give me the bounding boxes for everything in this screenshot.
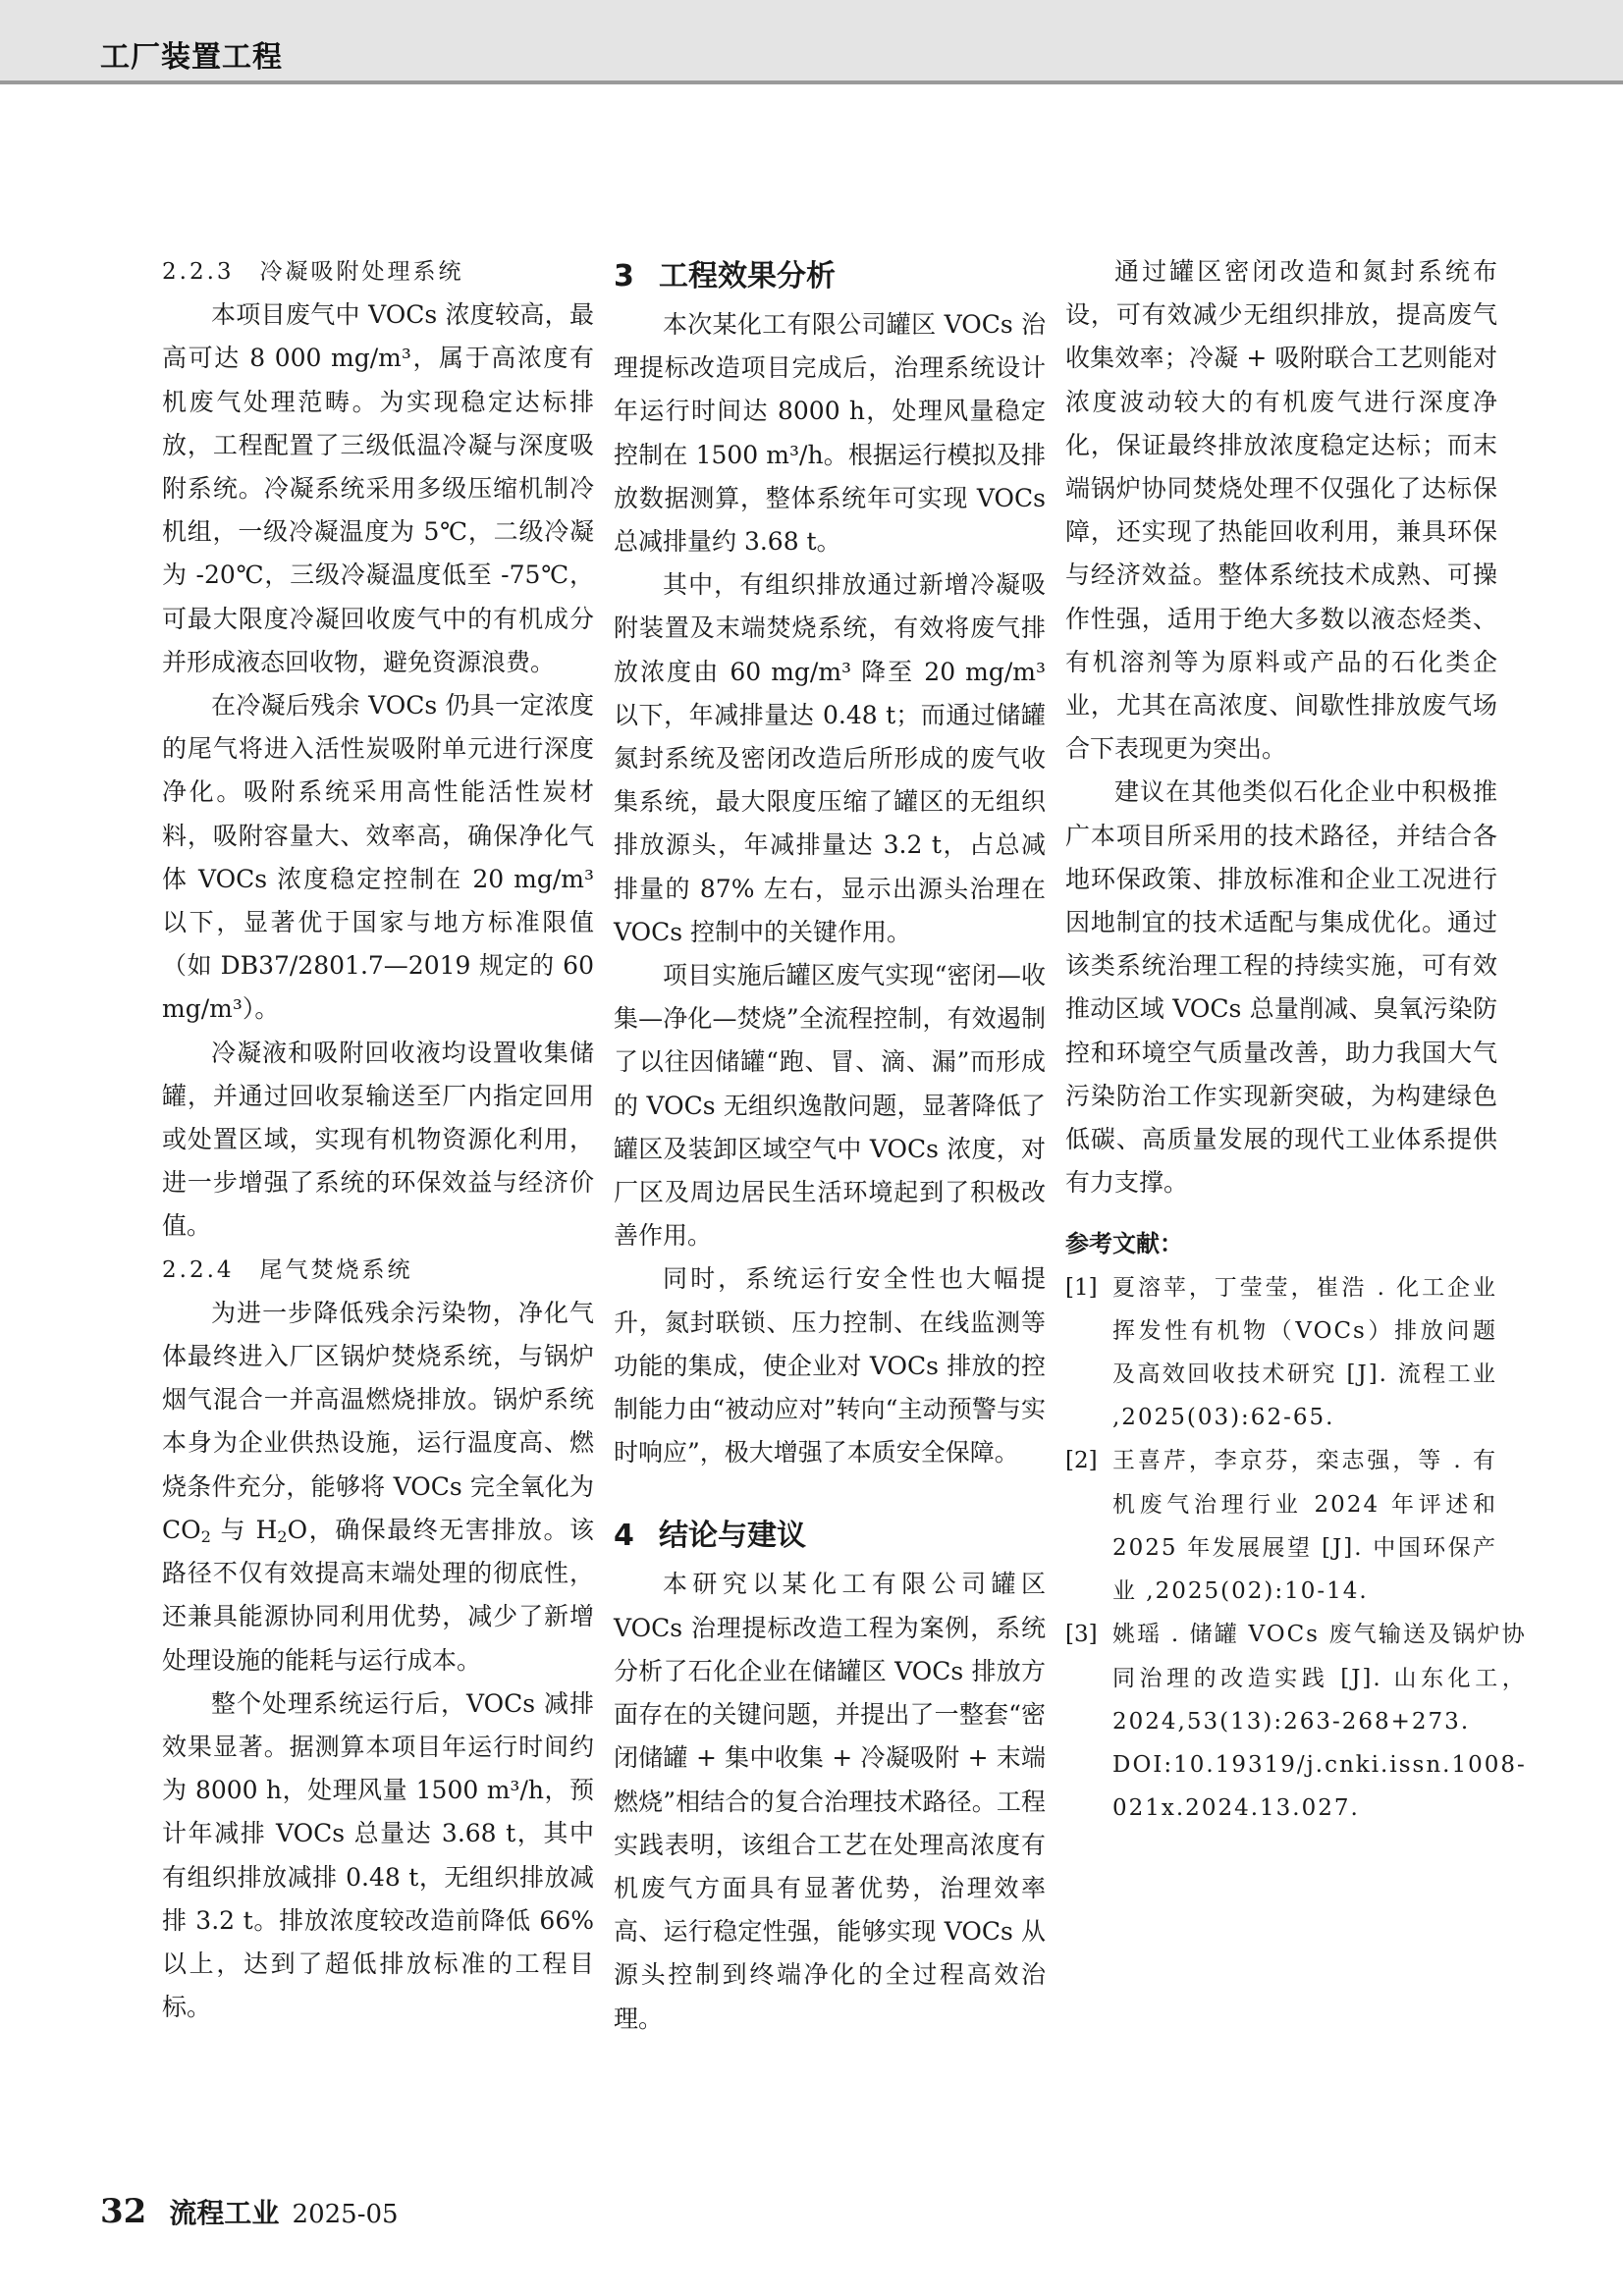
paragraph: 本次某化工有限公司罐区 VOCs 治理提标改造项目完成后，治理系统设计年运行时间达 8000 h，处理风量稳定控制在 1500 m³/h。根据运行模拟及排放数据测算，整体系统年可实现 VOCs 总减排量约 3.68 t。 (614, 310, 1046, 557)
paragraph: 本研究以某化工有限公司罐区 VOCs 治理提标改造工程为案例，系统分析了石化企业在储罐区 VOCs 排放方面存在的关键问题，并提出了一整套“密闭储罐 + 集中收集 + 冷凝吸附 + 末端燃烧”相结合的复合治理技术路径。工程实践表明，该组合工艺在处理高浓度有机废气方面具有显著优势，治理效率高、运行稳定性强，能够实现 VOCs 从源头控制到终端净化的全过程高效治理。 (614, 1570, 1046, 2033)
running-header (0, 0, 1623, 84)
section-title: 工厂装置工程 (100, 40, 283, 75)
section-heading-3: 3 工程效果分析 (614, 259, 836, 294)
page-number: 32 (100, 2192, 147, 2231)
paragraph: 冷凝液和吸附回收液均设置收集储罐，并通过回收泵输送至厂内指定回用或处置区域，实现有机物资源化利用，进一步增强了系统的环保效益与经济价值。 (162, 1038, 594, 1241)
issue-date: 2025-05 (292, 2200, 399, 2229)
subsection-heading-2-2-3: 2.2.3 冷凝吸附处理系统 (162, 259, 464, 285)
references-heading: 参考文献： (1065, 1230, 1183, 1258)
reference-item: [3] 姚瑶 . 储罐 VOCs 废气输送及锅炉协同治理的改造实践 [J]. 山东化工，2024,53(13):263-268+273. DOI:10.19319/j.cnki.issn.1008-021x.2024.13.027. (1065, 1622, 1527, 1822)
paragraph: 其中，有组织排放通过新增冷凝吸附装置及末端焚烧系统，有效将废气排放浓度由 60 mg/m³ 降至 20 mg/m³ 以下，年减排量达 0.48 t；而通过储罐氮封系统及密闭改造后所形成的废气收集系统，最大限度压缩了罐区的无组织排放源头，年减排量达 3.2 t，占总减排量的 87% 左右，显示出源头治理在 VOCs 控制中的关键作用。 (614, 570, 1046, 946)
page-footer (100, 2192, 399, 2231)
paragraph: 整个处理系统运行后，VOCs 减排效果显著。据测算本项目年运行时间约为 8000 h，处理风量 1500 m³/h，预计年减排 VOCs 总量达 3.68 t，其中有组织排放减排 0.48 t，无组织排放减排 3.2 t。排放浓度较改造前降低 66% 以上，达到了超低排放标准的工程目标。 (162, 1688, 594, 2022)
journal-name: 流程工业 (169, 2197, 280, 2229)
reference-item: [1] 夏溶苹，丁莹莹，崔浩 . 化工企业挥发性有机物（VOCs）排放问题及高效回收技术研究 [J]. 流程工业 ,2025(03):62-65. (1065, 1274, 1497, 1431)
paragraph: 同时，系统运行安全性也大幅提升，氮封联锁、压力控制、在线监测等功能的集成，使企业对 VOCs 排放的控制能力由“被动应对”转向“主动预警与实时响应”，极大增强了本质安全保障。 (614, 1264, 1046, 1468)
section-heading-4: 4 结论与建议 (614, 1519, 806, 1554)
column-middle (614, 250, 1046, 2041)
paragraph: 本项目废气中 VOCs 浓度较高，最高可达 8 000 mg/m³，属于高浓度有机废气处理范畴。为实现稳定达标排放，工程配置了三级低温冷凝与深度吸附系统。冷凝系统采用多级压缩机制冷机组，一级冷凝温度为 5℃，二级冷凝为 -20℃，三级冷凝温度低至 -75℃，可最大限度冷凝回收废气中的有机成分并形成液态回收物，避免资源浪费。 (162, 300, 594, 676)
subsection-heading-2-2-4: 2.2.4 尾气焚烧系统 (162, 1256, 413, 1283)
paragraph: 在冷凝后残余 VOCs 仍具一定浓度的尾气将进入活性炭吸附单元进行深度净化。吸附系统采用高性能活性炭材料，吸附容量大、效率高，确保净化气体 VOCs 浓度稳定控制在 20 mg/m³ 以下，显著优于国家与地方标准限值（如 DB37/2801.7—2019 规定的 60 mg/m³）。 (162, 691, 594, 1024)
paragraph: 建议在其他类似石化企业中积极推广本项目所采用的技术路径，并结合各地环保政策、排放标准和企业工况进行因地制宜的技术适配与集成优化。通过该类系统治理工程的持续实施，可有效推动区域 VOCs 总量削减、臭氧污染防控和环境空气质量改善，助力我国大气污染防治工作实现新突破，为构建绿色低碳、高质量发展的现代工业体系提供有力支撑。 (1065, 777, 1497, 1198)
reference-item: [2] 王喜芹，李京芬，栾志强，等 . 有机废气治理行业 2024 年评述和 2025 年发展展望 [J]. 中国环保产业 ,2025(02):10-14. (1065, 1448, 1497, 1605)
column-right (1065, 250, 1527, 1830)
paragraph: 为进一步降低残余污染物，净化气体最终进入厂区锅炉焚烧系统，与锅炉烟气混合一并高温燃烧排放。锅炉系统本身为企业供热设施，运行温度高、燃烧条件充分，能够将 VOCs 完全氧化为 $CO_2$ 与 $H_2O$，确保最终无害排放。该路径不仅有效提高末端处理的彻底性，还兼具能源协同利用优势，减少了新增处理设施的能耗与运行成本。 (162, 1298, 595, 1675)
paragraph: 通过罐区密闭改造和氮封系统布设，可有效减少无组织排放，提高废气收集效率；冷凝 + 吸附联合工艺则能对浓度波动较大的有机废气进行深度净化，保证最终排放浓度稳定达标；而末端锅炉协同焚烧处理不仅强化了达标保障，还实现了热能回收利用，兼具环保与经济效益。整体系统技术成熟、可操作性强，适用于绝大多数以液态烃类、有机溶剂等为原料或产品的石化类企业，尤其在高浓度、间歇性排放废气场合下表现更为突出。 (1065, 257, 1497, 764)
paragraph: 项目实施后罐区废气实现“密闭—收集—净化—焚烧”全流程控制，有效遏制了以往因储罐“跑、冒、滴、漏”而形成的 VOCs 无组织逸散问题，显著降低了罐区及装卸区域空气中 VOCs 浓度，对厂区及周边居民生活环境起到了积极改善作用。 (614, 961, 1046, 1251)
column-left (162, 250, 594, 2029)
